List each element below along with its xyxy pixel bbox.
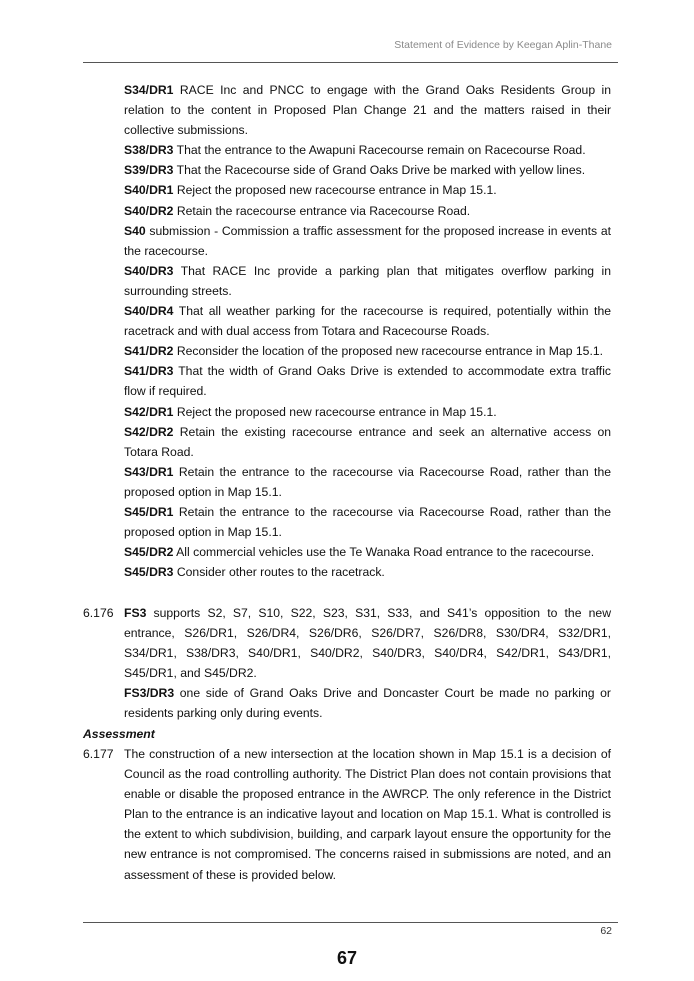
paragraph-6-177 bbox=[124, 744, 611, 885]
paragraph-number: 6.176 bbox=[83, 606, 114, 620]
further-submission-entry bbox=[124, 603, 611, 683]
submission-entry bbox=[124, 301, 611, 341]
paragraph-6-176 bbox=[124, 603, 611, 724]
submission-text: That the width of Grand Oaks Drive is extended to accommodate extra traffic flow if required. bbox=[124, 364, 611, 399]
submission-entry bbox=[124, 542, 611, 562]
submission-id: S45/DR1 bbox=[124, 504, 174, 519]
submission-text: Reject the proposed new racecourse entrance in Map 15.1. bbox=[176, 183, 497, 198]
submission-text: Reconsider the location of the proposed new racecourse entrance in Map 15.1. bbox=[176, 344, 603, 359]
submission-text: Consider other routes to the racetrack. bbox=[176, 565, 385, 580]
submission-entry bbox=[124, 502, 611, 542]
submission-text: That all weather parking for the racecourse is required, potentially within the racetrack and with dual access from Totara and Racecourse Roads. bbox=[124, 304, 611, 339]
further-submission-entry bbox=[124, 683, 611, 723]
submission-entry bbox=[124, 402, 611, 422]
submission-text: That RACE Inc provide a parking plan that mitigates overflow parking in surrounding streets. bbox=[124, 263, 611, 298]
submission-id: S42/DR2 bbox=[124, 424, 174, 439]
submission-entry bbox=[124, 462, 611, 502]
submission-id: S38/DR3 bbox=[124, 143, 174, 158]
submission-entry bbox=[124, 160, 611, 180]
submission-entry bbox=[124, 140, 611, 160]
submission-id: S43/DR1 bbox=[124, 464, 174, 479]
submission-entry bbox=[124, 341, 611, 361]
submission-id: S40/DR2 bbox=[124, 203, 174, 218]
submission-text: RACE Inc and PNCC to engage with the Grand Oaks Residents Group in relation to the content in Proposed Plan Change 21 and the matters raised in their collective submissions. bbox=[124, 83, 611, 138]
submission-entry bbox=[124, 201, 611, 221]
footer-rule bbox=[83, 922, 618, 923]
submission-id: S40/DR1 bbox=[124, 183, 174, 198]
submission-id: FS3 bbox=[124, 606, 147, 620]
submission-text: Retain the entrance to the racecourse via Racecourse Road, rather than the proposed option in Map 15.1. bbox=[124, 504, 611, 540]
submission-text: one side of Grand Oaks Drive and Doncaster Court be made no parking or residents parking only during events. bbox=[124, 686, 611, 721]
submission-entry bbox=[124, 422, 611, 462]
submission-text: Retain the existing racecourse entrance and seek an alternative access on Totara Road. bbox=[124, 424, 611, 459]
paragraph-text: The construction of a new intersection at the location shown in Map 15.1 is a decision of Council as the road controlling authority. The District Plan does not contain provisions that enable or disable the proposed entrance in the AWRCP. The only reference in the District Plan to the entrance is an indicative layout and location on Map 15.1. What is controlled is the extent to which subdivision, building, and carpark layout ensure the opportunity for the new entrance is not compromised. The concerns raised in submissions are noted, and an assessment of these is provided below. bbox=[124, 747, 611, 882]
submission-list bbox=[124, 80, 611, 582]
submission-id: S45/DR2 bbox=[124, 545, 174, 560]
submission-entry bbox=[124, 261, 611, 301]
paragraph-number: 6.177 bbox=[83, 747, 114, 761]
submission-text: That the Racecourse side of Grand Oaks Drive be marked with yellow lines. bbox=[176, 163, 586, 178]
header-rule bbox=[83, 62, 618, 63]
submission-entry bbox=[124, 180, 611, 200]
submission-text: All commercial vehicles use the Te Wanaka Road entrance to the racecourse. bbox=[176, 545, 595, 560]
submission-id: S41/DR2 bbox=[124, 344, 174, 359]
document-page-number: 67 bbox=[336, 948, 358, 968]
submission-entry bbox=[124, 221, 611, 261]
running-header: Statement of Evidence by Keegan Aplin-Thane bbox=[394, 39, 612, 51]
submission-id: S40/DR3 bbox=[124, 263, 174, 278]
submission-entry bbox=[124, 562, 611, 582]
submission-id: S39/DR3 bbox=[124, 163, 174, 178]
submission-entry bbox=[124, 80, 611, 140]
submission-text: Reject the proposed new racecourse entrance in Map 15.1. bbox=[176, 404, 497, 419]
submission-text: Retain the racecourse entrance via Racecourse Road. bbox=[176, 203, 471, 218]
submission-id: S45/DR3 bbox=[124, 565, 174, 580]
submission-id: FS3/DR3 bbox=[124, 686, 175, 701]
submission-text: supports S2, S7, S10, S22, S23, S31, S33, and S41’s opposition to the new entrance, S26/DR1, S26/DR4, S26/DR6, S26/DR7, S26/DR8, S30/DR4, S32/DR1, S34/DR1, S38/DR3, S40/DR1, S40/DR2, S40/DR3, S40/DR4, S42/DR1, S43/DR1, S45/DR1, and S45/DR2. bbox=[124, 606, 611, 681]
submission-id: S42/DR1 bbox=[124, 404, 174, 419]
submission-text: That the entrance to the Awapuni Racecourse remain on Racecourse Road. bbox=[176, 143, 586, 158]
page-number: 62 bbox=[600, 925, 612, 937]
submission-id: S40 bbox=[124, 223, 146, 238]
submission-entry bbox=[124, 361, 611, 401]
submission-id: S40/DR4 bbox=[124, 304, 174, 319]
submission-text: submission - Commission a traffic assessment for the proposed increase in events at the racecourse. bbox=[124, 223, 612, 258]
submission-id: S34/DR1 bbox=[124, 83, 174, 97]
section-heading: Assessment bbox=[83, 727, 155, 741]
submission-id: S41/DR3 bbox=[124, 364, 174, 379]
submission-text: Retain the entrance to the racecourse via Racecourse Road, rather than the proposed option in Map 15.1. bbox=[124, 464, 611, 499]
